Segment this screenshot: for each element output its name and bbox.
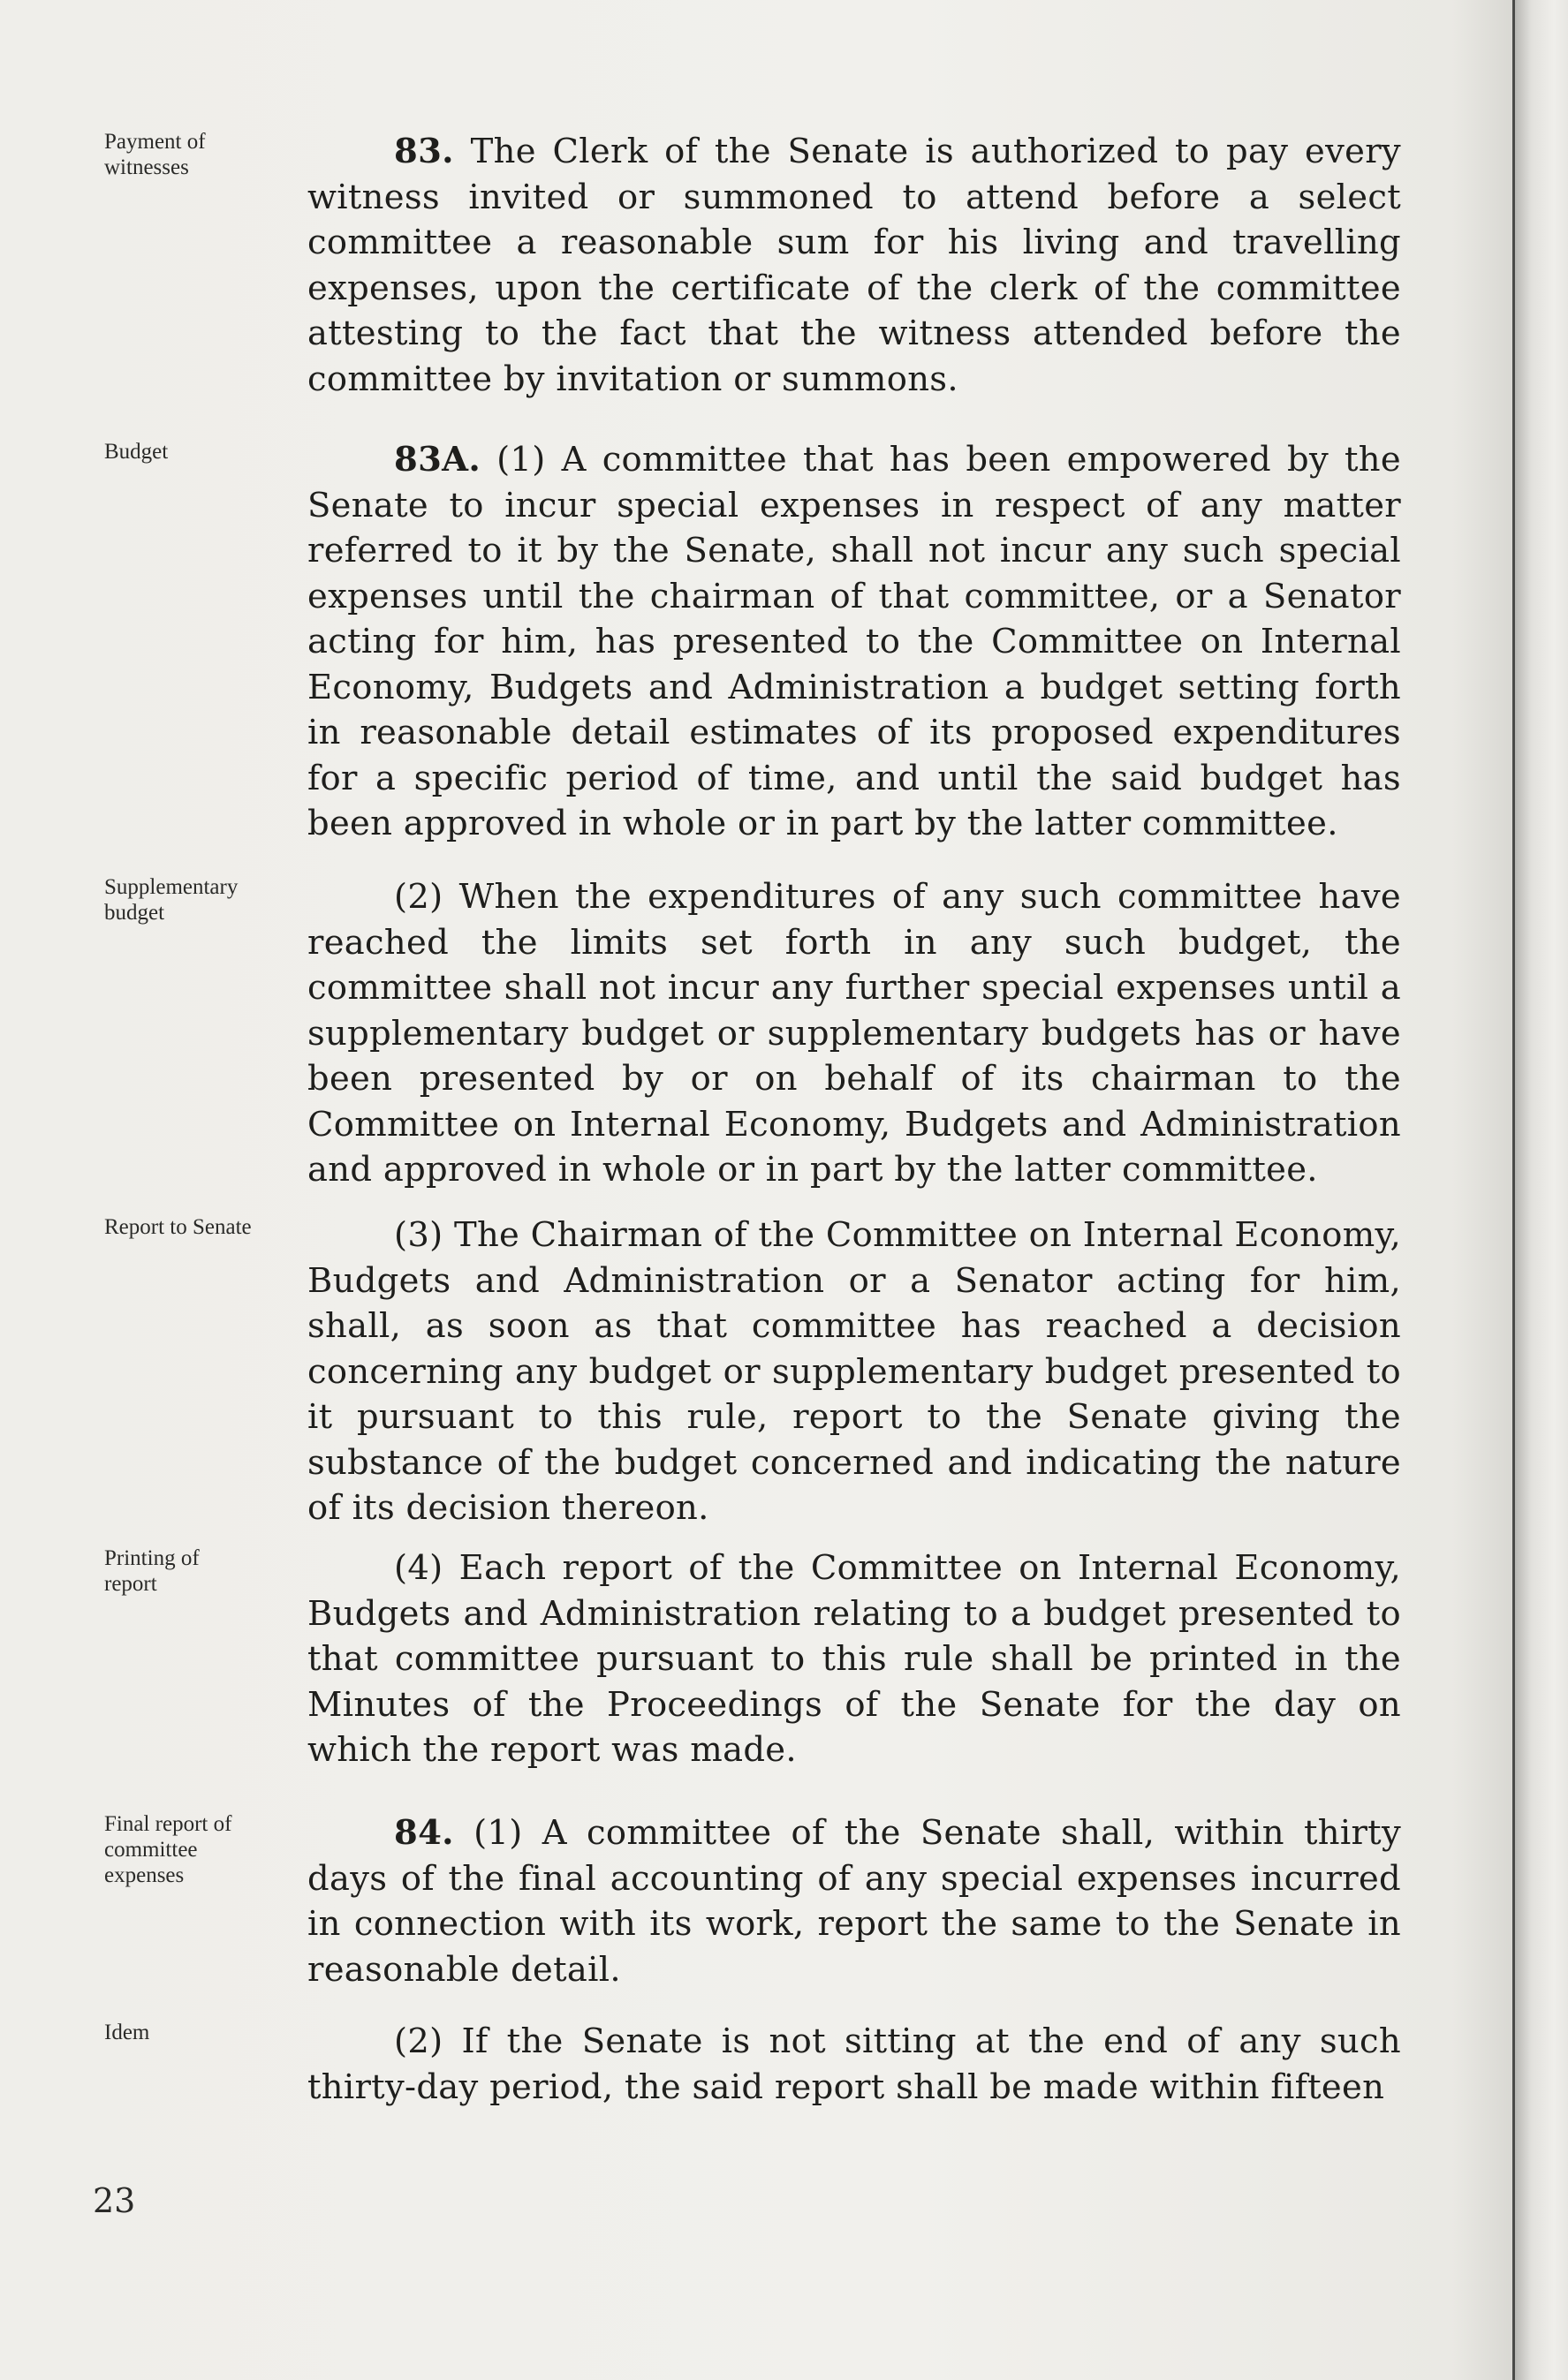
margin-note-budget: Budget [104, 440, 169, 464]
section-83 [307, 129, 1401, 402]
subsection-number: (2) [394, 2021, 443, 2061]
section-text: The Chairman of the Committee on Internal Economy, Budgets and Administration or a Senator acting for him, shall, as soon as that committee has reached a decision concerning any budget or supplementary budget presented to it pursuant to this rule, report to the Senate giving the substance of the budget concerned and indicating the nature of its decision thereon. [307, 1215, 1401, 1528]
subsection-number: (2) [394, 877, 443, 917]
section-number: 84. [394, 1813, 454, 1853]
section-number: 83. [394, 132, 454, 171]
section-83a-2 [307, 874, 1401, 1193]
margin-note-final-report: Final report of committee expenses [104, 1812, 232, 1887]
page-number: 23 [93, 2181, 136, 2220]
subsection-number: (1) [496, 440, 546, 480]
margin-note-supplementary-budget: Supplementary budget [104, 875, 239, 925]
section-text: When the expenditures of any such committee have reached the limits set forth in any such budget, the committee shall not incur any further special expenses until a supplementary budget or supplementary budgets has or have been presented by or on behalf of its chairman to the Committee on Internal Economy, Budgets and Administration and approved in whole or in part by the latter committee. [307, 877, 1401, 1190]
section-text: Each report of the Committee on Internal Economy, Budgets and Administration relating to a budget presented to that committee pursuant to this rule shall be printed in the Minutes of the Proceedings of the Senate for the day on which the report was made. [307, 1548, 1401, 1770]
section-text: A committee that has been empowered by the Senate to incur special expenses in respect of any matter referred to it by the Senate, shall not incur any such special expenses until the chairman of that committee, or a Senator acting for him, has presented to the Committee on Internal Economy, Budgets and Administration a budget setting forth in reasonable detail estimates of its proposed expenditures for a specific period of time, and until the said budget has been approved in whole or in part by the latter committee. [307, 440, 1401, 843]
section-83a-3 [307, 1213, 1401, 1531]
section-text: The Clerk of the Senate is authorized to pay every witness invited or summoned to attend before a select committee a reasonable sum for his living and travelling expenses, upon the certificate of the clerk of the committee attesting to the fact that the witness attended before the committee by invitation or summons. [307, 132, 1401, 399]
margin-note-report-to-senate: Report to Senate [104, 1215, 252, 1239]
section-84-2 [307, 2019, 1401, 2110]
book-spine-edge [1512, 0, 1568, 2380]
margin-note-printing-of-report: Printing of report [104, 1546, 200, 1596]
section-text: A committee of the Senate shall, within thirty days of the final accounting of any special expenses incurred in connection with its work, report the same to the Senate in reasonable detail. [307, 1813, 1402, 1990]
subsection-number: (3) [394, 1215, 443, 1255]
section-84-1 [307, 1810, 1401, 1992]
section-number: 83A. [394, 440, 481, 480]
section-text: If the Senate is not sitting at the end of any such thirty-day period, the said report shall be made within fifteen [307, 2021, 1401, 2107]
subsection-number: (4) [394, 1548, 443, 1588]
section-83a-4 [307, 1545, 1401, 1773]
margin-note-payment-of-witnesses: Payment of witnesses [104, 130, 206, 179]
subsection-number: (1) [473, 1813, 523, 1853]
section-83a-1 [307, 437, 1401, 847]
margin-note-idem: Idem [104, 2021, 150, 2044]
